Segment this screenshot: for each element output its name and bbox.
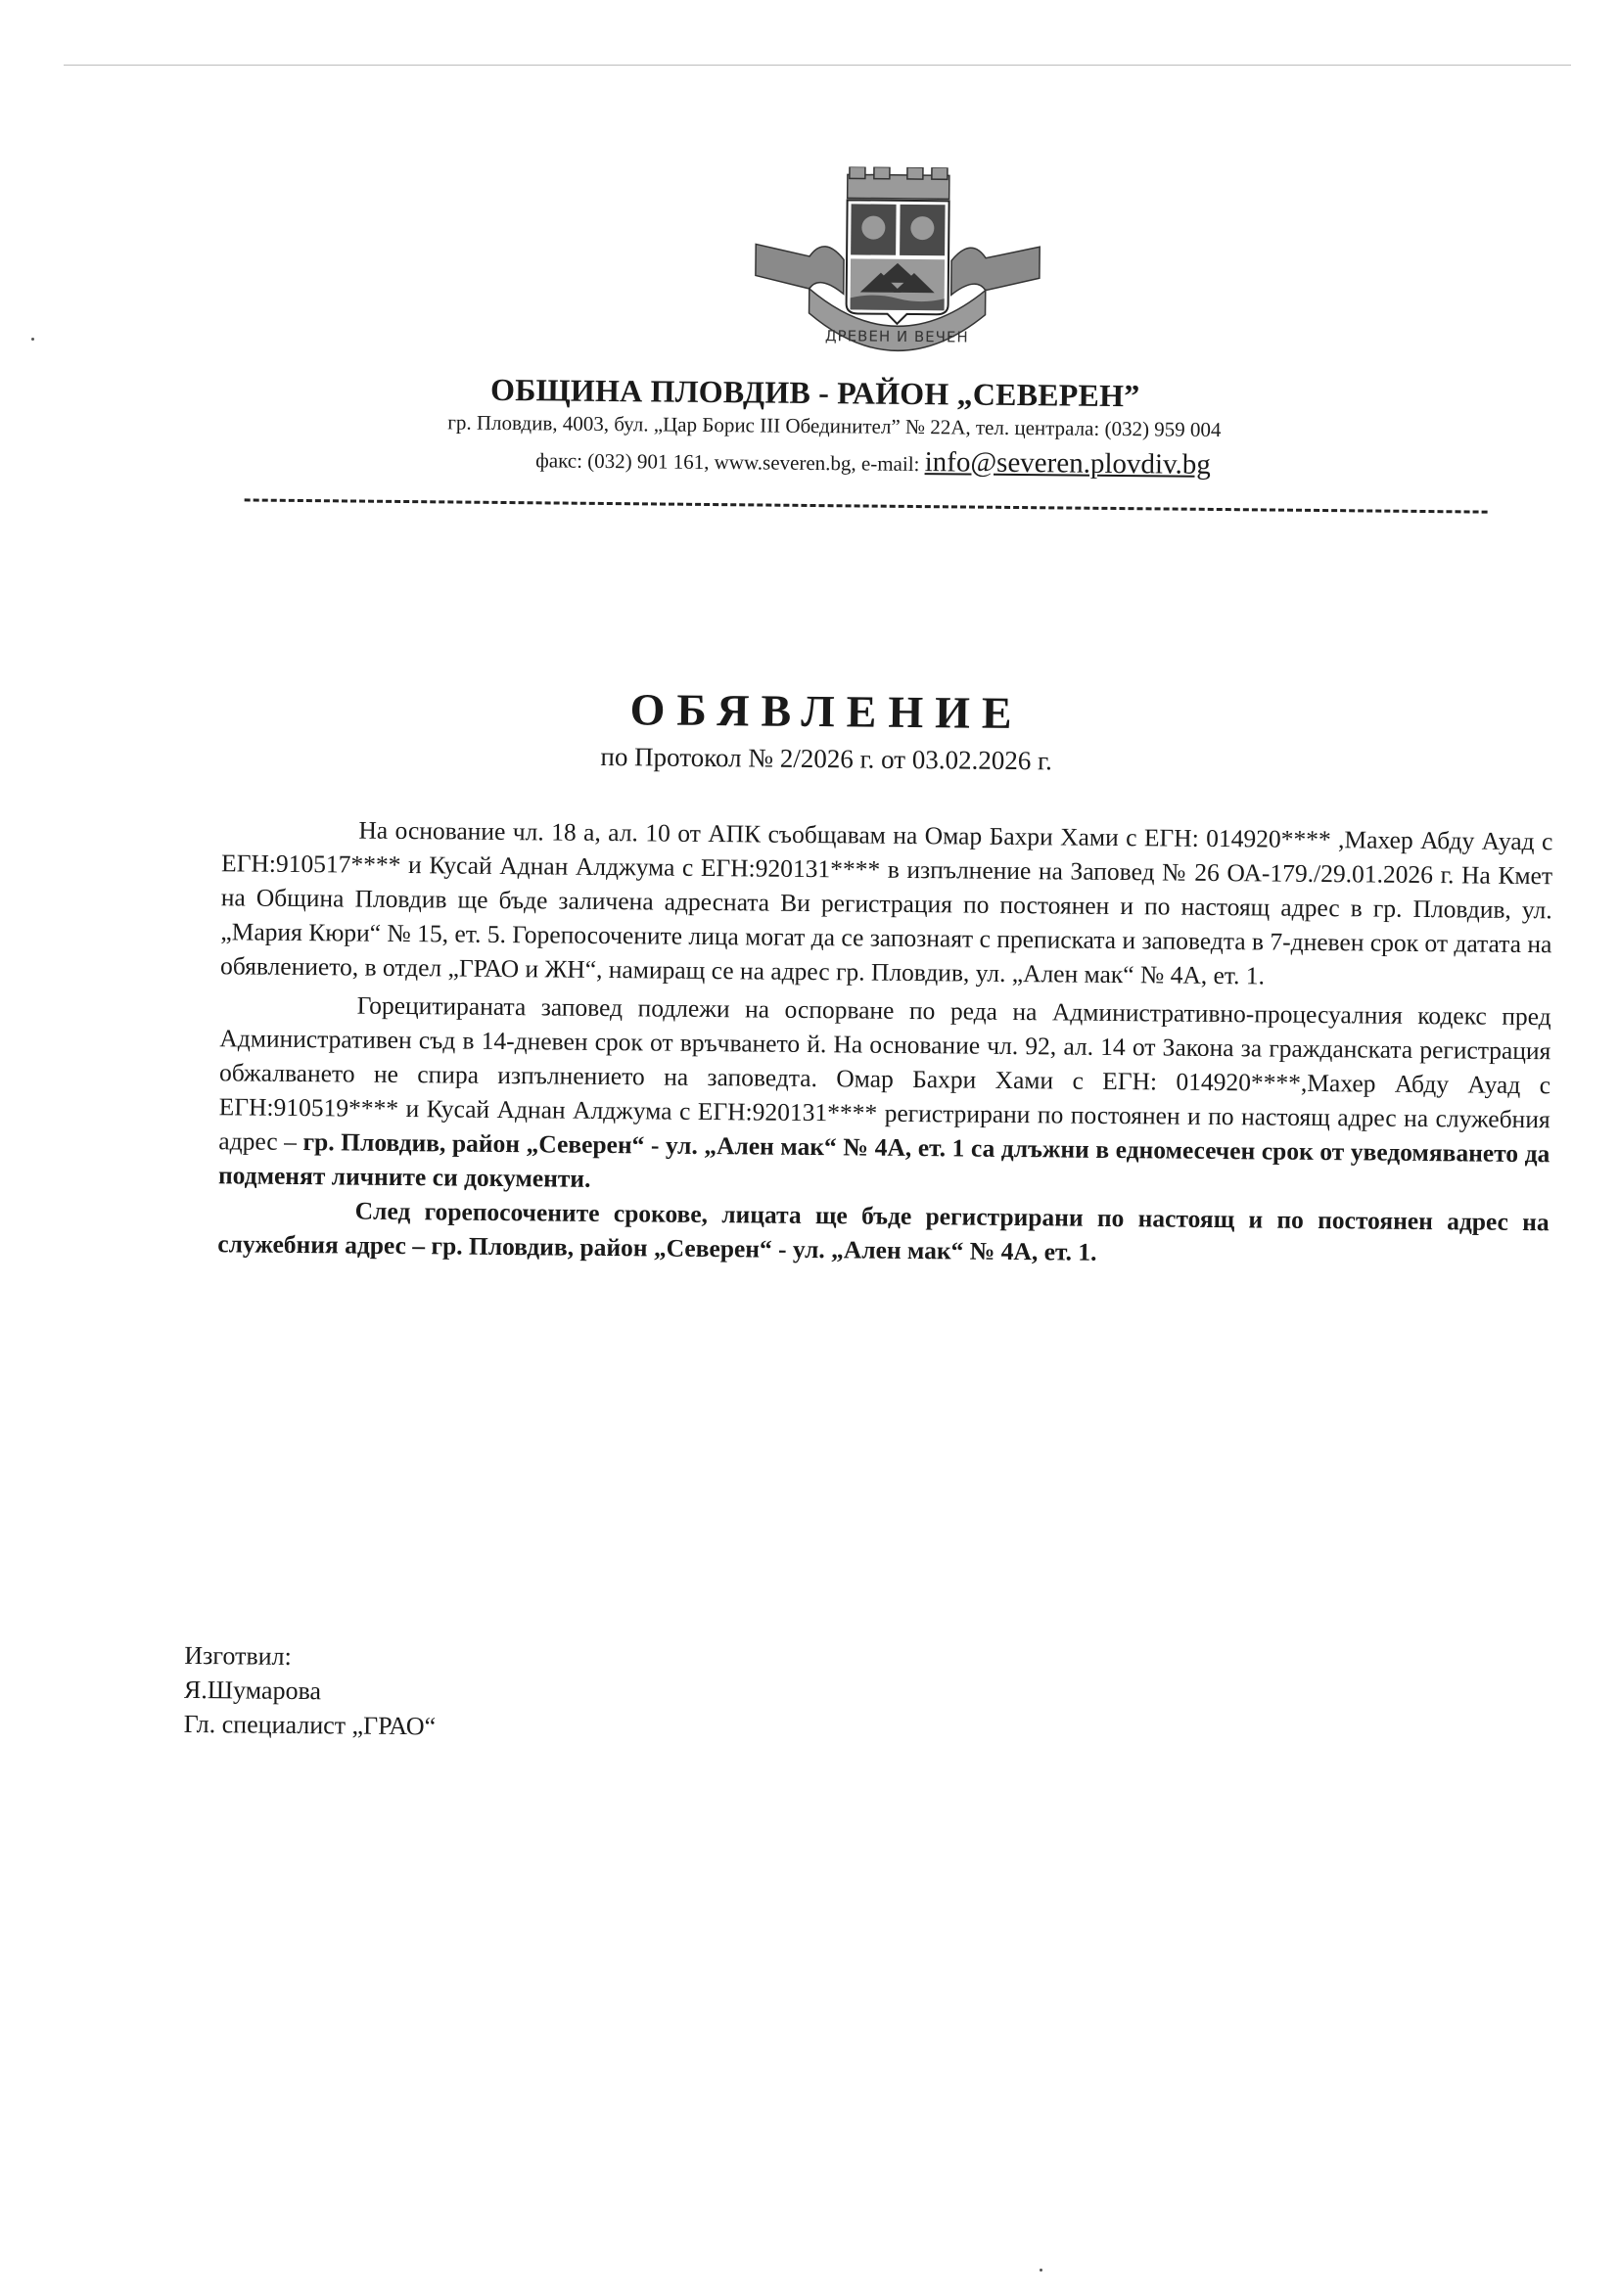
organization-contacts [5,437,1619,485]
crest-motto: ДРЕВЕН И ВЕЧЕН [824,327,969,346]
paragraph-registration [217,1192,1550,1273]
organization-name: ОБЩИНА ПЛОВДИВ - РАЙОН „СЕВЕРЕН” [489,371,1140,414]
paragraph-appeal-text: Горецитираната заповед подлежи на оспорване по реда на Административно-процесуалния кодекс пред Административен съд в 14-дневен срок от връчването й. На основание чл. 92, ал. 14 от Закона за гражданската регистрация обжалването не спира изпълнението на заповедта. Омар Бахри Хами с ЕГН: 014920****,Махер Абду Ауад с ЕГН:910519**** и Кусай Аднан Алджума с ЕГН:920131**** регистрирани по постоянен и по настоящ адрес на служебния адрес – [218,990,1551,1157]
document-body [217,811,1552,1273]
paragraph-appeal-bold: гр. Пловдив, район „Северен“ - ул. „Ален мак“ № 4А, ет. 1 са длъжни в едномесечен срок от уведомяването да подменят личните си документи. [217,1127,1550,1193]
organization-address: гр. Пловдив, 4003, бул. „Цар Борис III Обединител” № 22А, тел. централа: (032) 959 004 [447,410,1222,442]
paragraph-registration-bold: След горепосочените срокове, лицата ще бъде регистрирани по настоящ и по постоянен адрес на служебния адрес – гр. Пловдив, район „Северен“ - ул. „Ален мак“ № 4А, ет. 1. [217,1196,1550,1266]
signature-label: Изготвил: [184,1640,292,1671]
signature-block [183,1638,436,1743]
fax-website-text: факс: (032) 901 161, www.severen.bg, e-mail: [535,448,925,477]
paragraph-notice: На основание чл. 18 а, ал. 10 от АПК съобщавам на Омар Бахри Хами с ЕГН: 014920**** ,Махер Абду Ауад с ЕГН:910517**** и Кусай Аднан Алджума с ЕГН:920131**** в изпълнение на Заповед № 26 ОА-179./29.01.2026 г. На Кмет на Община Пловдив ще бъде заличена адресната Ви регистрация по постоянен и по настоящ адрес в гр. Пловдив, ул. „Мария Кюри“ № 15, ет. 5. Горепосочените лица могат да се запознаят с преписката и заповедта в 7-дневен срок от датата на обявлението, в отдел „ГРАО и ЖН“, намиращ се на адрес гр. Пловдив, ул. „Ален мак“ № 4А, ет. 1. [219,815,1553,990]
paragraph-appeal [218,987,1551,1205]
signature-position: Гл. специалист „ГРАО“ [183,1709,437,1741]
document-title: ОБЯВЛЕНИЕ [629,684,1024,739]
email-link[interactable]: info@severen.plovdiv.bg [924,446,1212,481]
signature-name: Я.Шумарова [183,1675,322,1706]
header-divider [245,498,1488,513]
municipal-crest-logo [750,165,1045,364]
document-subtitle: по Протокол № 2/2026 г. от 03.02.2026 г. [600,741,1052,776]
